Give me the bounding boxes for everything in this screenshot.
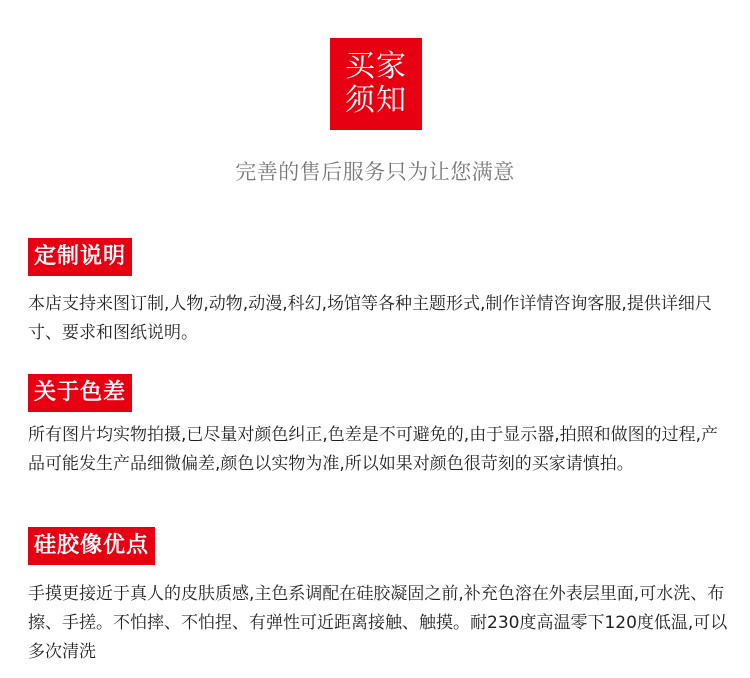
section-title-silicone-advantages: 硅胶像优点 bbox=[28, 527, 155, 565]
section-title-color-difference: 关于色差 bbox=[28, 374, 132, 412]
buyer-notice-badge bbox=[330, 38, 422, 130]
section-body-silicone-advantages: 手摸更接近于真人的皮肤质感,主色系调配在硅胶凝固之前,补充色溶在外表层里面,可水洗、布擦、手搓。不怕摔、不怕捏、有弹性可近距离接触、触摸。耐230度高温零下120度低温,可以多次清洗 bbox=[28, 584, 728, 662]
badge-line-1: 买家 bbox=[345, 49, 407, 84]
section-body-color-difference: 所有图片均实物拍摄,已尽量对颜色纠正,色差是不可避免的,由于显示器,拍照和做图的过程,产品可能发生产品细微偏差,颜色以实物为准,所以如果对颜色很苛刻的买家请慎拍。 bbox=[28, 425, 719, 474]
page-subtitle: 完善的售后服务只为让您满意 bbox=[235, 160, 515, 184]
section-body-custom: 本店支持来图订制,人物,动物,动漫,科幻,场馆等各种主题形式,制作详情咨询客服,提供详细尺寸、要求和图纸说明。 bbox=[28, 294, 712, 343]
section-title-custom: 定制说明 bbox=[28, 238, 132, 276]
badge-line-2: 须知 bbox=[345, 83, 407, 118]
